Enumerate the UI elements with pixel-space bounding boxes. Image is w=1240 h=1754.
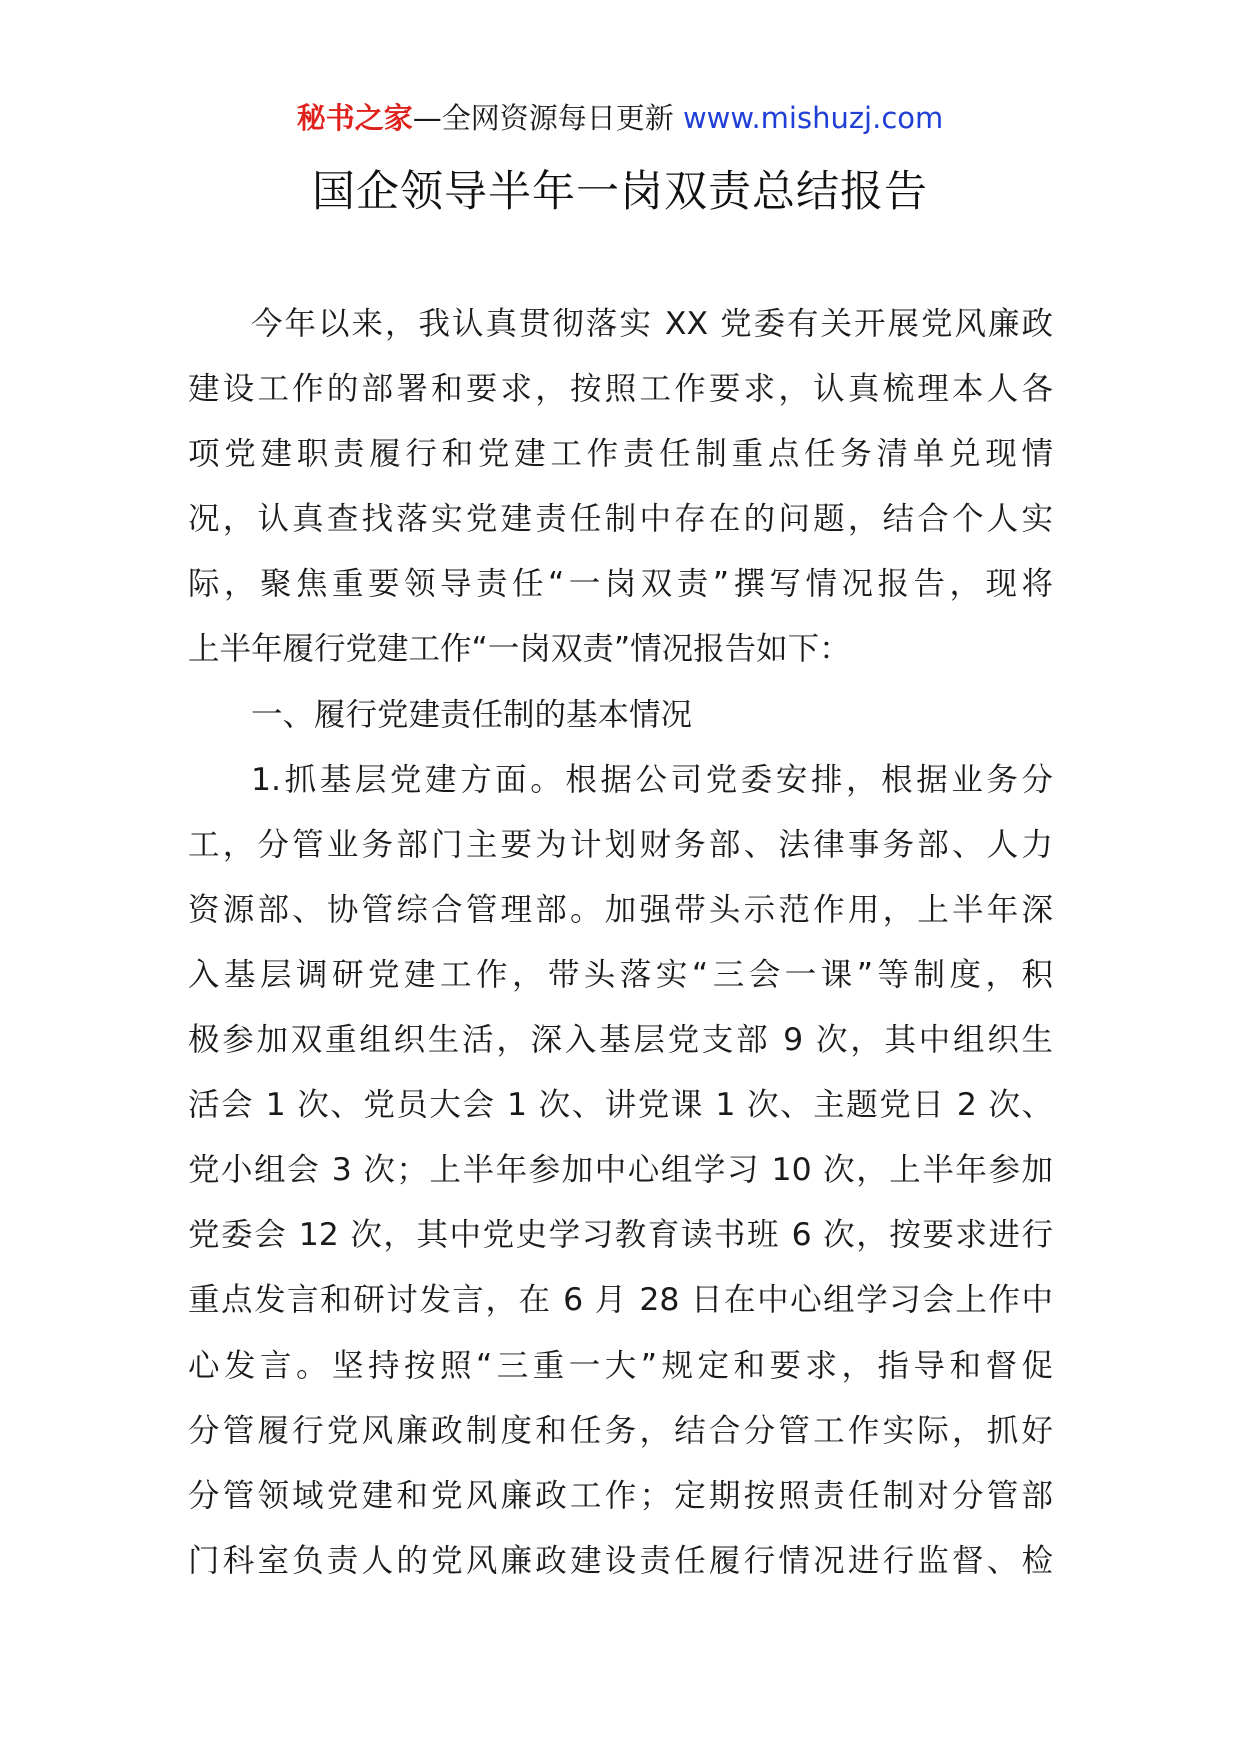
paragraph-line: 活会 1 次、党员大会 1 次、讲党课 1 次、主题党日 2 次、 <box>188 1087 1053 1124</box>
paragraph-line: 建设工作的部署和要求，按照工作要求，认真梳理本人各 <box>188 371 1053 408</box>
paragraph-line: 分管履行党风廉政制度和任务，结合分管工作实际，抓好 <box>188 1412 1053 1449</box>
paragraph-line: 工，分管业务部门主要为计划财务部、法律事务部、人力 <box>188 826 1053 863</box>
document-body <box>188 292 1053 1594</box>
paragraph-line: 资源部、协管综合管理部。加强带头示范作用，上半年深 <box>188 891 1053 928</box>
site-header <box>0 98 1240 138</box>
paragraph-line: 际，聚焦重要领导责任“一岗双责”撰写情况报告，现将 <box>188 566 1053 603</box>
paragraph-line: 心发言。坚持按照“三重一大”规定和要求，指导和督促 <box>188 1347 1053 1384</box>
section-heading: 一、履行党建责任制的基本情况 <box>251 696 693 733</box>
site-slogan: —全网资源每日更新 <box>412 101 683 135</box>
site-brand: 秘书之家 <box>296 101 413 135</box>
paragraph-line: 党小组会 3 次；上半年参加中心组学习 10 次，上半年参加 <box>188 1152 1053 1189</box>
paragraph-line: 今年以来，我认真贯彻落实 XX 党委有关开展党风廉政 <box>251 306 1053 342</box>
paragraph-line: 项党建职责履行和党建工作责任制重点任务清单兑现情 <box>188 436 1053 473</box>
paragraph-line: 1.抓基层党建方面。根据公司党委安排，根据业务分 <box>251 761 1053 798</box>
paragraph-line: 况，认真查找落实党建责任制中存在的问题，结合个人实 <box>188 501 1053 538</box>
paragraph-line: 分管领域党建和党风廉政工作；定期按照责任制对分管部 <box>188 1477 1053 1514</box>
paragraph-line: 门科室负责人的党风廉政建设责任履行情况进行监督、检 <box>188 1542 1053 1579</box>
site-url[interactable]: www.mishuzj.com <box>682 101 944 135</box>
paragraph-line: 极参加双重组织生活，深入基层党支部 9 次，其中组织生 <box>188 1022 1053 1059</box>
document-title: 国企领导半年一岗双责总结报告 <box>312 167 928 217</box>
paragraph-line: 入基层调研党建工作，带头落实“三会一课”等制度，积 <box>188 956 1053 993</box>
paragraph-line: 上半年履行党建工作“一岗双责”情况报告如下： <box>188 631 851 668</box>
paragraph-line: 党委会 12 次，其中党史学习教育读书班 6 次，按要求进行 <box>188 1217 1053 1254</box>
paragraph-line: 重点发言和研讨发言，在 6 月 28 日在中心组学习会上作中 <box>188 1282 1053 1319</box>
